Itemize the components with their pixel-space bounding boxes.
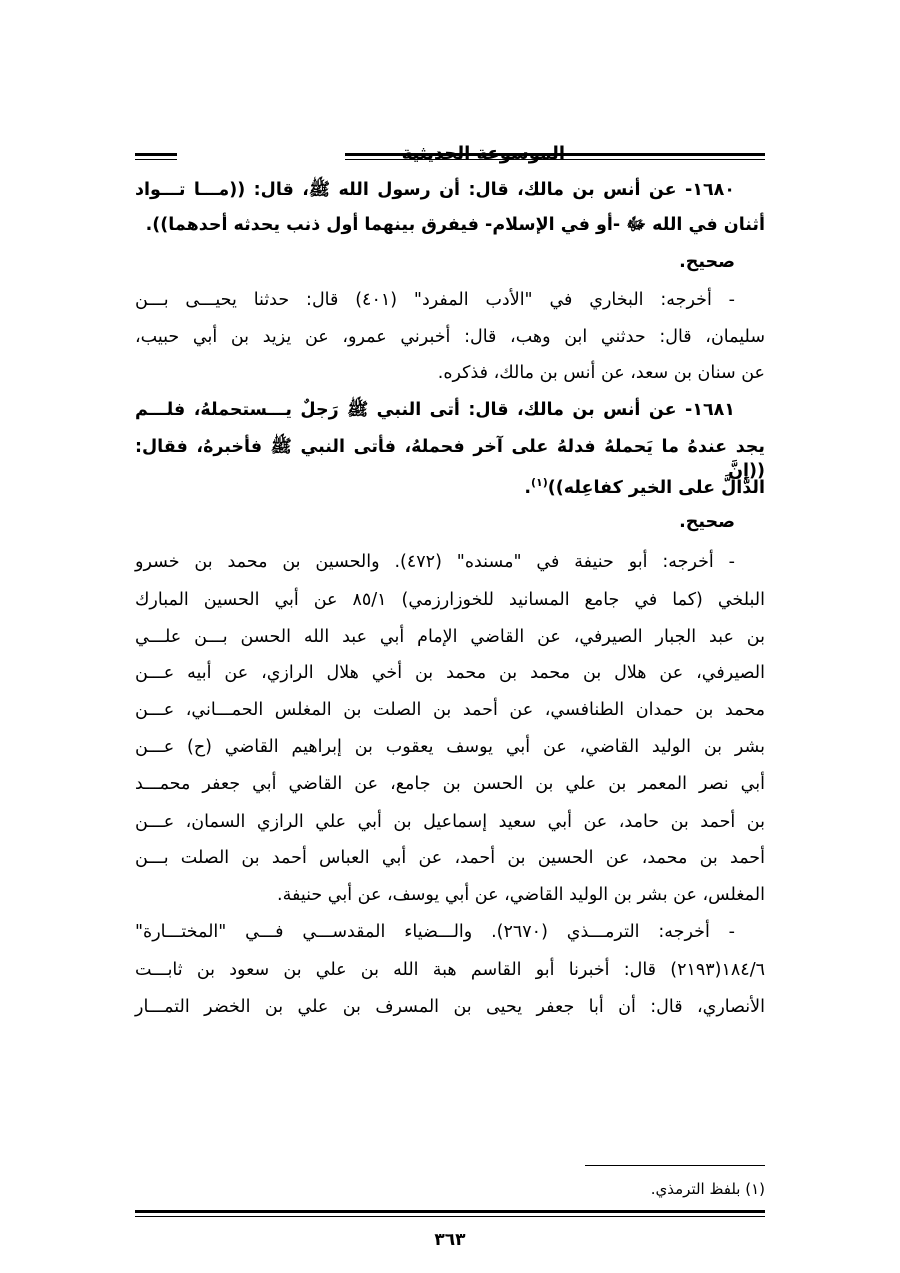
line-text: بشر بن الوليد القاضي، عن أبي يوسف يعقوب بن إبراهيم القاضي (ح) عـــن	[135, 737, 765, 757]
text-line	[135, 735, 765, 759]
text-line	[135, 772, 765, 796]
text-line	[135, 288, 765, 312]
text-line	[135, 698, 765, 722]
line-text: سليمان، قال: حدثني ابن وهب، قال: أخبرني عمرو، عن يزيد بن أبي حبيب،	[135, 327, 765, 347]
line-text: الدَّالَّ على الخير كفاعِله))	[547, 477, 765, 498]
text-line	[135, 550, 765, 574]
text-line	[135, 661, 765, 685]
text-line	[135, 958, 765, 982]
footnote: (١) بلفظ الترمذي.	[650, 1180, 765, 1198]
text-line	[135, 810, 765, 834]
footnote-marker[interactable]: (١)	[531, 476, 548, 489]
line-text: صحيح.	[679, 252, 735, 272]
text-line	[135, 398, 765, 422]
footer-rule	[135, 1210, 765, 1216]
page-number: ٣٦٣	[434, 1230, 466, 1250]
line-text: أحمد بن محمد، عن الحسين بن أحمد، عن أبي العباس أحمد بن الصلت بـــن	[135, 848, 765, 868]
line-text: ١٦٨٠- عن أنس بن مالك، قال: أن رسول الله ﷺ، قال: ((مـــا تـــواد	[135, 180, 735, 200]
text-line	[135, 178, 765, 202]
line-text: المغلس، عن بشر بن الوليد القاضي، عن أبي يوسف، عن أبي حنيفة.	[277, 885, 765, 905]
header-rule-right	[345, 153, 765, 159]
text-line	[135, 588, 765, 612]
text-line	[135, 883, 765, 907]
line-text: صحيح.	[679, 512, 735, 532]
line-text: - أخرجه: أبو حنيفة في "مسنده" (٤٧٢). والحسين بن محمد بن خسرو	[135, 552, 735, 572]
line-text: أبي نصر المعمر بن علي بن الحسن بن جامع، عن القاضي أبي جعفر محمـــد	[135, 774, 765, 794]
text-line	[135, 625, 765, 649]
line-text: عن سنان بن سعد، عن أنس بن مالك، فذكره.	[437, 363, 765, 383]
text-line	[135, 213, 765, 237]
line-text: محمد بن حمدان الطنافسي، عن أحمد بن الصلت بن المغلس الحمـــاني، عـــن	[135, 700, 765, 720]
line-text: أثنان في الله ﷻ -أو في الإسلام- فيفرق بينهما أول ذنب يحدثه أحدهما)).	[145, 215, 765, 235]
running-header	[135, 143, 765, 171]
line-text: ١٨٤/٦(٢١٩٣) قال: أخبرنا أبو القاسم هبة الله بن علي بن سعود بن ثابـــت	[135, 960, 765, 980]
line-text: البلخي (كما في جامع المسانيد للخوزارزمي) ٨٥/١ عن أبي الحسين المبارك	[135, 590, 765, 610]
line-text: بن أحمد بن حامد، عن أبي سعيد إسماعيل بن أبي علي الرازي السمان، عـــن	[135, 812, 765, 832]
line-text: - أخرجه: البخاري في "الأدب المفرد" (٤٠١) قال: حدثنا يحيـــى بـــن	[135, 290, 735, 310]
line-text: الأنصاري، قال: أن أبا جعفر يحيى بن المسرف بن علي بن الخضر التمـــار	[135, 997, 765, 1017]
text-line	[135, 325, 765, 349]
text-line	[135, 250, 765, 274]
text-line	[135, 471, 765, 500]
line-end-punct: .	[524, 477, 531, 498]
text-line	[135, 920, 765, 944]
text-line	[135, 510, 765, 534]
text-line	[135, 995, 765, 1019]
header-rule-left	[135, 153, 177, 159]
footnote-separator	[585, 1165, 765, 1166]
line-text: يجد عندهُ ما يَحملهُ فدلهُ على آخر فحملهُ، فأتى النبي ﷺ فأخبرهُ، فقال: ((إنَّ	[135, 437, 765, 481]
line-text: - أخرجه: الترمـــذي (٢٦٧٠). والـــضياء المقدســـي فـــي "المختـــارة"	[135, 922, 735, 942]
text-line	[135, 846, 765, 870]
line-text: ١٦٨١- عن أنس بن مالك، قال: أتى النبي ﷺ رَجلٌ يـــستحملهُ، فلـــم	[135, 400, 735, 420]
line-text: الصيرفي، عن هلال بن محمد بن محمد بن أخي هلال الرازي، عن أبيه عـــن	[135, 663, 765, 683]
header-title: الموسوعة الحديثية	[401, 143, 565, 164]
text-line	[135, 361, 765, 385]
line-text: بن عبد الجبار الصيرفي، عن القاضي الإمام أبي عبد الله الحسن بـــن علـــي	[135, 627, 765, 647]
